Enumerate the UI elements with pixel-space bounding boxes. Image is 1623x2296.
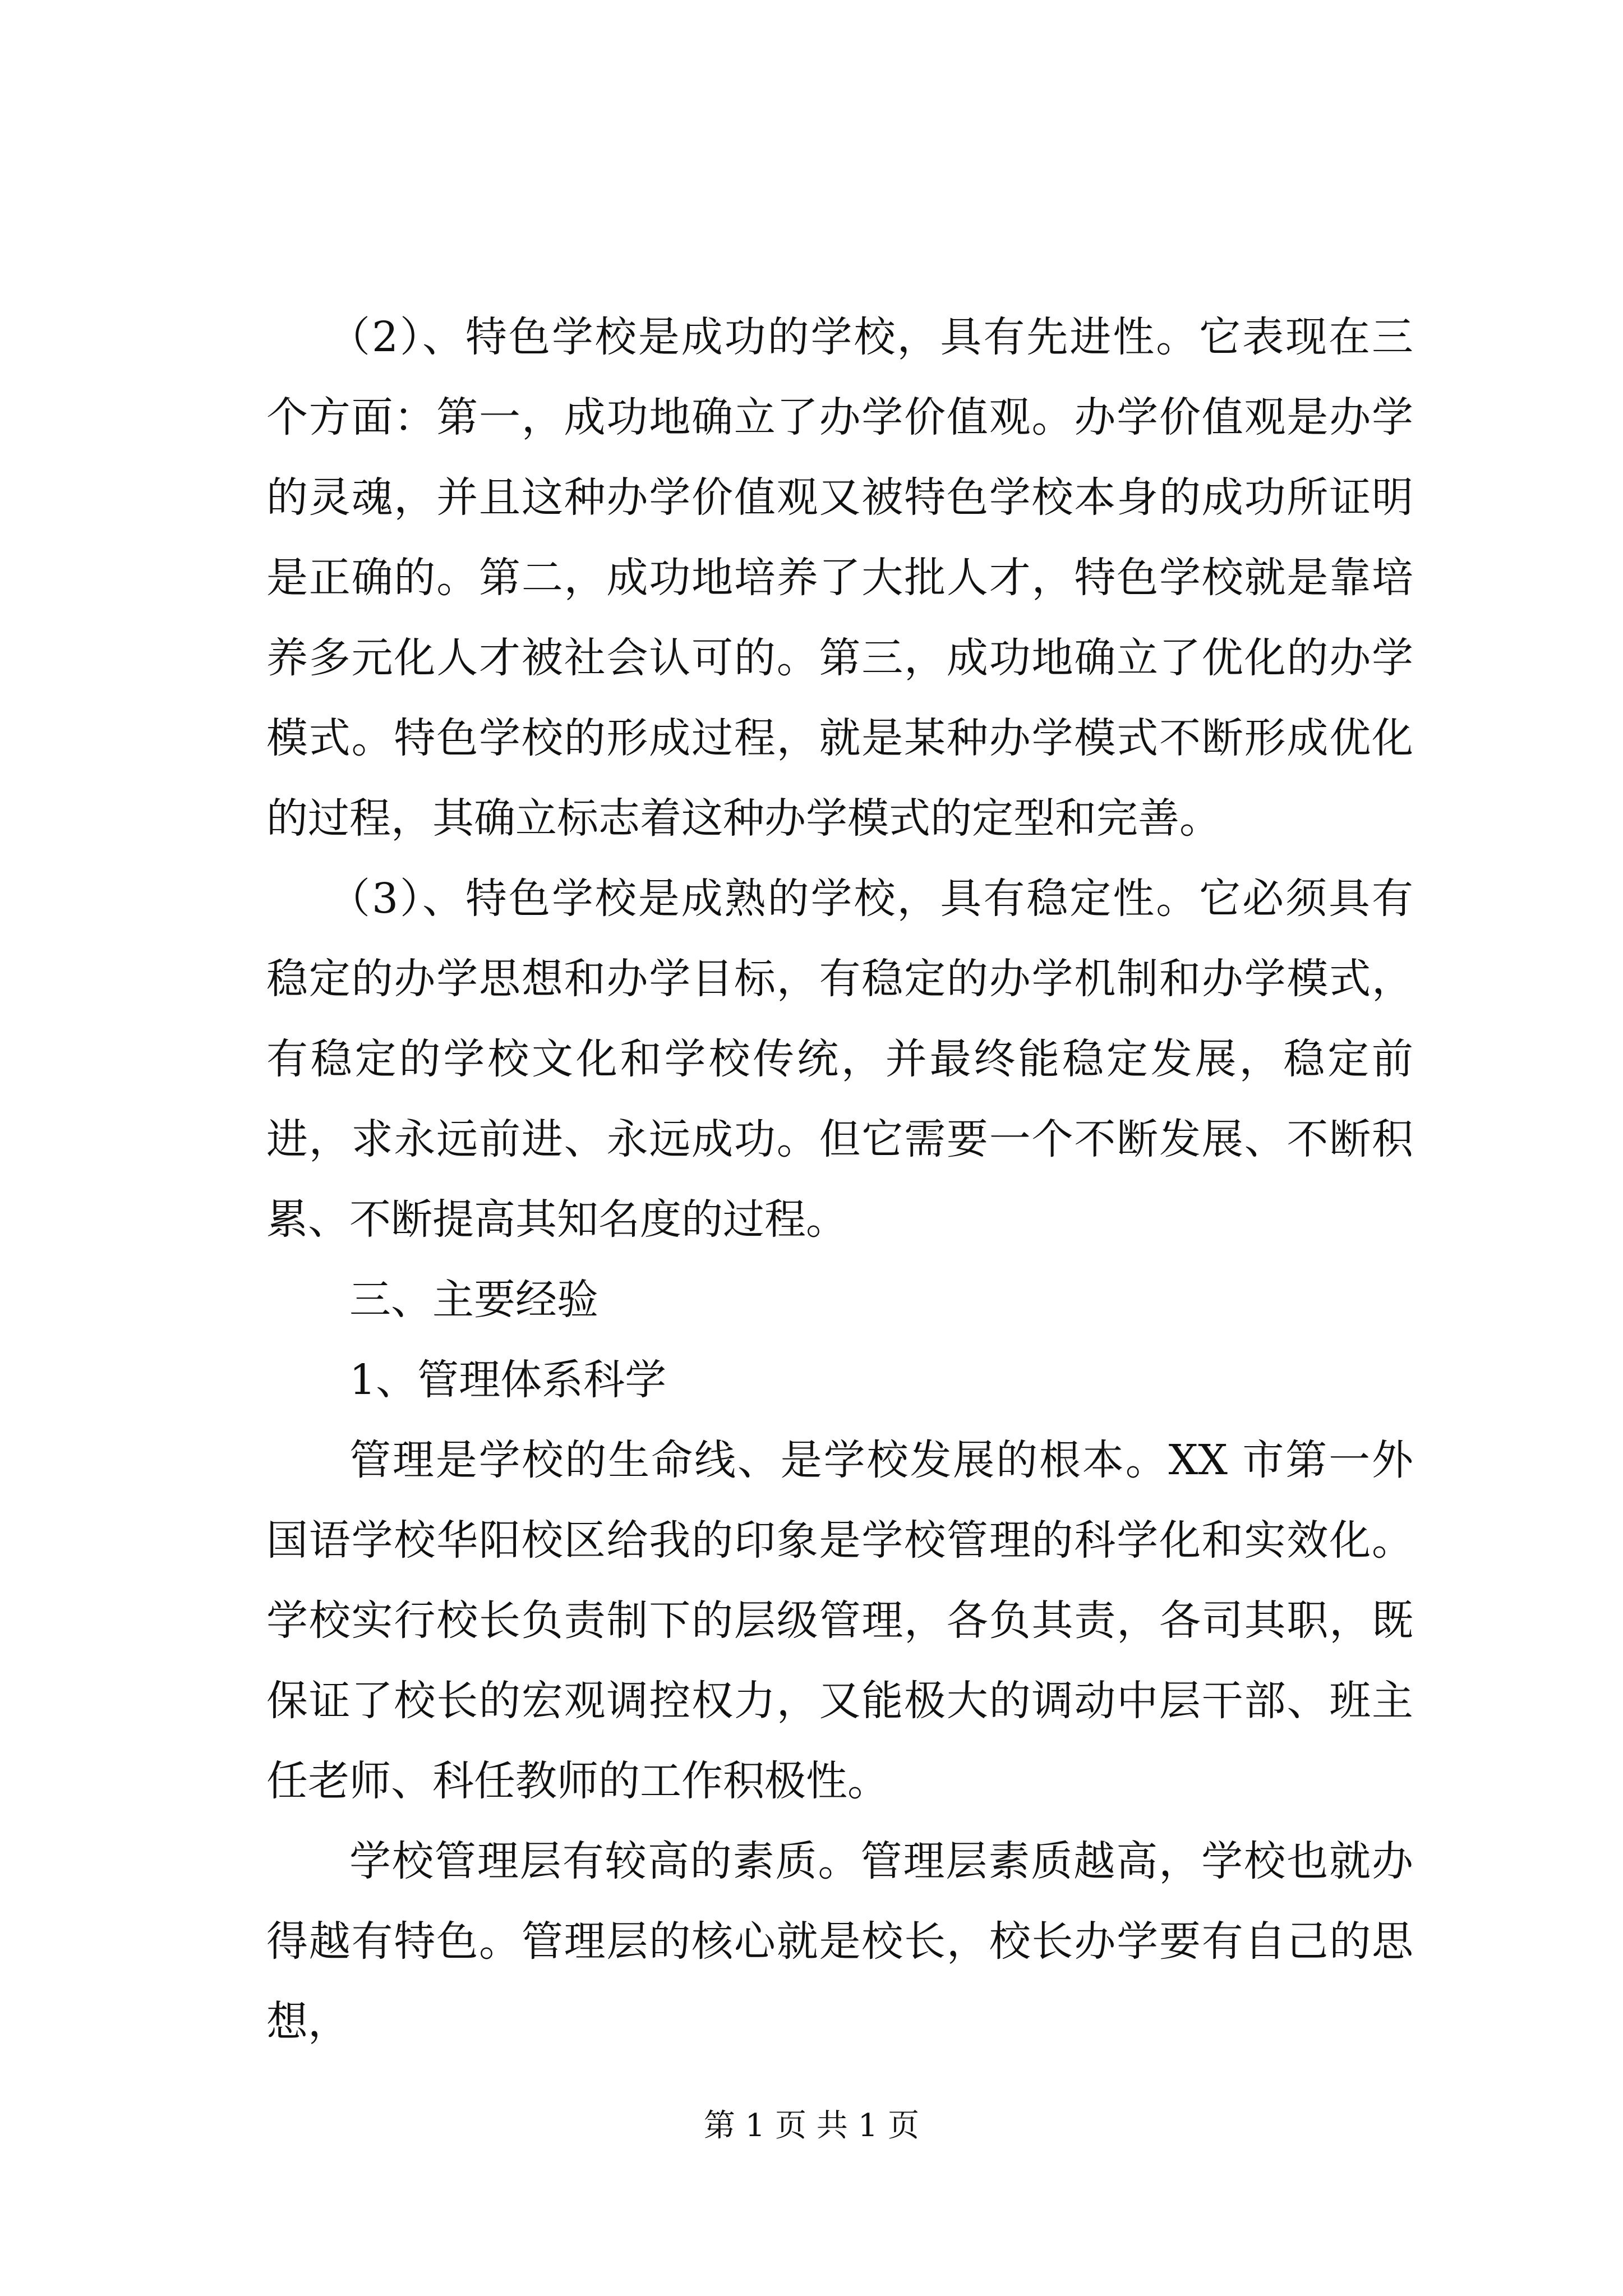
- paragraph-characteristic-school-mature: （3）、特色学校是成熟的学校，具有稳定性。它必须具有稳定的办学思想和办学目标，有稳定的办学机制和办学模式，有稳定的学校文化和学校传统，并最终能稳定发展，稳定前进，求永远前进、永远成功。但它需要一个不断发展、不断积累、不断提高其知名度的过程。: [266, 875, 1413, 1244]
- sub-heading-management-system: 1、管理体系科学: [349, 1356, 667, 1404]
- document-body: [266, 297, 1413, 2062]
- paragraph-characteristic-school-successful: （2）、特色学校是成功的学校，具有先进性。它表现在三个方面：第一，成功地确立了办学价值观。办学价值观是办学的灵魂，并且这种办学价值观又被特色学校本身的成功所证明是正确的。第二，成功地培养了大批人才，特色学校就是靠培养多元化人才被社会认可的。第三，成功地确立了优化的办学模式。特色学校的形成过程，就是某种办学模式不断形成优化的过程，其确立标志着这种办学模式的定型和完善。: [266, 313, 1413, 843]
- paragraph-management-quality: 学校管理层有较高的素质。管理层素质越高，学校也就办得越有特色。管理层的核心就是校长，校长办学要有自己的思想，: [266, 1837, 1413, 2046]
- paragraph-management-lifeline: 管理是学校的生命线、是学校发展的根本。XX 市第一外国语学校华阳校区给我的印象是学校管理的科学化和实效化。学校实行校长负责制下的层级管理，各负其责，各司其职，既保证了校长的宏观调控权力，又能极大的调动中层干部、班主任老师、科任教师的工作积极性。: [266, 1436, 1413, 1805]
- page-number-footer: 第 1 页 共 1 页: [703, 2108, 920, 2144]
- section-heading-main-experience: 三、主要经验: [349, 1276, 598, 1324]
